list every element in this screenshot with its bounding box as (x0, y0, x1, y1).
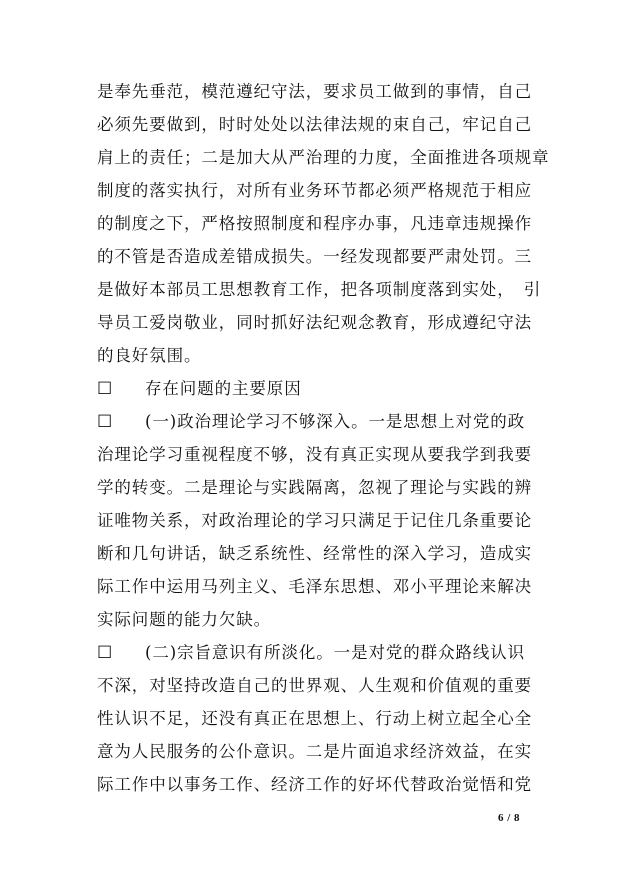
text-line: 不深，对坚持改造自己的世界观、人生观和价值观的重要 (97, 676, 532, 695)
text-line: 性认识不足，还没有真正在思想上、行动上树立起全心全 (97, 709, 532, 728)
text-line: 制度的落实执行，对所有业务环节都必须严格规范于相应 (97, 181, 532, 200)
text-line: 实际问题的能力欠缺。 (97, 610, 271, 629)
section-heading: 存在问题的主要原因 (145, 379, 302, 398)
text-line: 肩上的责任；二是加大从严治理的力度，全面推进各项规章 (97, 148, 550, 167)
text-line: 治理论学习重视程度不够，没有真正实现从要我学到我要 (97, 445, 532, 464)
text-line: 是做好本部员工思想教育工作，把各项制度落到实处， 引 (97, 280, 542, 299)
page-number: 6 / 8 (497, 812, 520, 824)
text-line: 的不管是否造成差错成损失。一经发现都要严肃处罚。三 (97, 247, 532, 266)
text-line: 断和几句讲话，缺乏系统性、经常性的深入学习，造成实 (97, 544, 532, 563)
paragraph-first-line: (二)宗旨意识有所淡化。一是对党的群众路线认识 (145, 643, 526, 662)
text-line: 的良好氛围。 (97, 346, 202, 365)
paragraph-first-line: (一)政治理论学习不够深入。一是思想上对党的政 (145, 412, 526, 431)
text-line: 是奉先垂范，模范遵纪守法，要求员工做到的事情，自己 (97, 82, 532, 101)
checkbox-icon: ☐ (97, 379, 113, 399)
checkbox-icon: ☐ (97, 643, 113, 663)
text-line: 证唯物关系，对政治理论的学习只满足于记住几条重要论 (97, 511, 532, 530)
text-line: 学的转变。二是理论与实践隔离，忽视了理论与实践的辨 (97, 478, 532, 497)
text-line: 际工作中以事务工作、经济工作的好坏代替政治觉悟和党 (97, 775, 532, 794)
text-line: 必须先要做到，时时处处以法律法规的束自己，牢记自己 (97, 115, 532, 134)
text-line: 的制度之下，严格按照制度和程序办事，凡违章违规操作 (97, 214, 532, 233)
text-line: 意为人民服务的公仆意识。二是片面追求经济效益，在实 (97, 742, 532, 761)
text-line: 导员工爱岗敬业，同时抓好法纪观念教育，形成遵纪守法 (97, 313, 532, 332)
text-line: 际工作中运用马列主义、毛泽东思想、邓小平理论来解决 (97, 577, 532, 596)
checkbox-icon: ☐ (97, 412, 113, 432)
